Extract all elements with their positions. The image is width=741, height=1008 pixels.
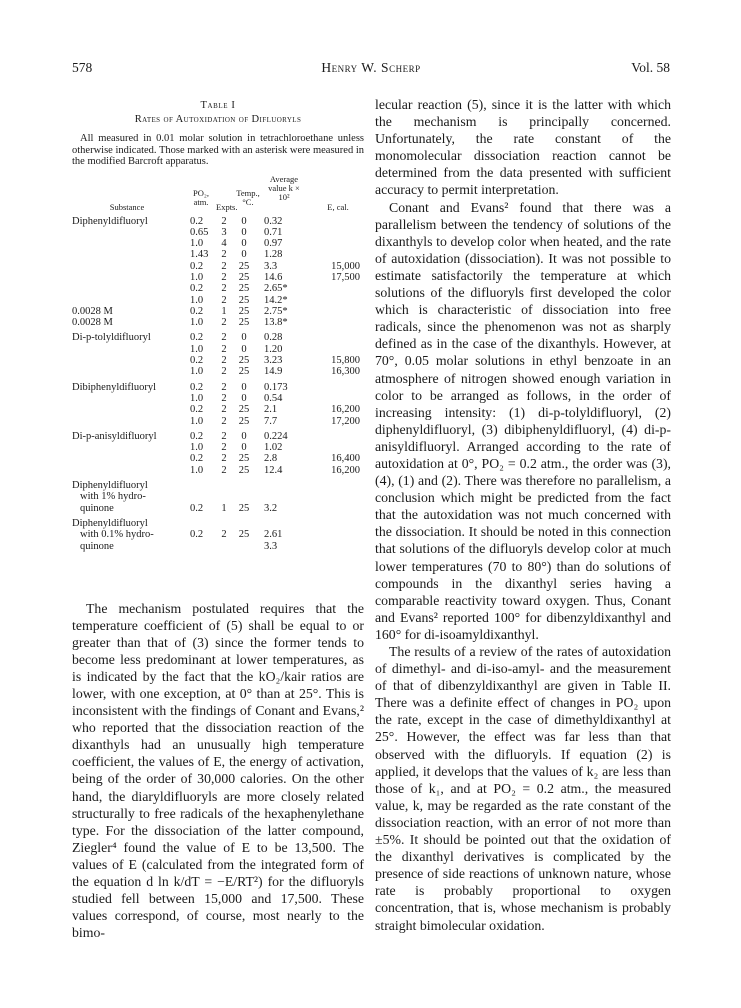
table-cell-k: 0.173 <box>264 381 288 393</box>
table-row <box>72 541 364 552</box>
table-cell-temp: 0 <box>241 392 247 404</box>
table-row <box>72 261 364 272</box>
table-cell-k: 2.75* <box>264 305 288 317</box>
table-cell-expts: 2 <box>221 317 227 329</box>
table-cell-k: 2.1 <box>264 404 278 416</box>
body-paragraph-left: The mechanism postulated requires that the temperature coefficient of (5) shall be equal to or greater than that of (3) since the former tends to become less predominant at lower temperatures, as is indicated by the fact that the kO₂/kair ratios are lower, with one exception, at 0° than at 25°. This is inconsistent with the findings of Conant and Evans,² who reported that the dissociation reaction of the dixanthyls had an unusually high temperature coefficient, the values of E, the energy of activation, being of the order of 30,000 calories. On the other hand, the diaryldifluoryls are more closely related structurally to free radicals of the hexaphenylethane type. For the dissociation of the latter compound, Ziegler⁴ found the value of E to be 13,500. The values of E (calculated from the integrated form of the equation d ln k/dT = −E/RT²) for the difluoryls studied fell between 15,000 and 17,500. These values correspond, of course, most nearly to the bimo- <box>72 600 364 941</box>
table-cell-expts: 2 <box>221 430 227 442</box>
table-cell-temp: 25 <box>238 529 250 541</box>
table-cell-substance: with 0.1% hydro- <box>80 529 154 541</box>
table-row <box>72 465 364 476</box>
table-cell-substance: quinone <box>80 502 114 514</box>
header-po2: PO₂, atm. <box>193 187 209 207</box>
table-cell-k: 0.32 <box>264 215 283 227</box>
table-cell-po2: 0.2 <box>190 529 204 541</box>
table-cell-k: 14.9 <box>264 366 283 378</box>
table-row <box>72 332 364 343</box>
table-cell-substance: quinone <box>80 540 114 552</box>
table-cell-po2: 0.2 <box>190 404 204 416</box>
table-cell-expts: 2 <box>221 215 227 227</box>
table-cell-temp: 0 <box>241 238 247 250</box>
table-row <box>72 404 364 415</box>
table-cell-substance: Diphenyldifluoryl <box>72 517 148 529</box>
table-cell-expts: 2 <box>221 415 227 427</box>
table-cell-temp: 25 <box>238 453 250 465</box>
volume-label: Vol. 58 <box>631 60 670 75</box>
table-cell-temp: 25 <box>238 305 250 317</box>
table-row <box>72 227 364 238</box>
table-row <box>72 344 364 355</box>
running-header <box>72 60 670 76</box>
header-substance: Substance <box>109 201 145 212</box>
table-cell-expts: 2 <box>221 260 227 272</box>
table-cell-temp: 25 <box>238 283 250 295</box>
table-row <box>72 453 364 464</box>
table-row <box>72 366 364 377</box>
table-row <box>72 317 364 328</box>
table-cell-substance: Diphenyldifluoryl <box>72 480 148 492</box>
table-cell-po2: 0.2 <box>190 502 204 514</box>
table-cell-k: 13.8* <box>264 317 288 329</box>
table-cell-temp: 0 <box>241 332 247 344</box>
table-cell-temp: 25 <box>238 415 250 427</box>
right-column <box>375 96 671 934</box>
table-cell-expts: 2 <box>221 381 227 393</box>
table-cell-temp: 25 <box>238 464 250 476</box>
table-row <box>72 249 364 260</box>
table-cell-expts: 2 <box>221 442 227 454</box>
table-cell-k: 2.65* <box>264 283 288 295</box>
table-row <box>72 355 364 366</box>
table-cell-energy: 15,800 <box>331 355 360 367</box>
table-row <box>72 283 364 294</box>
table-cell-po2: 0.65 <box>190 226 209 238</box>
table-cell-energy: 17,500 <box>331 271 360 283</box>
body-paragraph-continued: lecular reaction (5), since it is the latter with which the mechanism is principally concerned. Unfortunately, the rate constant of the monomolecular dissociation reaction cannot be determined from the data presented with sufficient accuracy to permit interpretation. <box>375 97 671 198</box>
table-cell-substance: 0.0028 M <box>72 317 113 329</box>
table-cell-energy: 15,000 <box>331 260 360 272</box>
table-cell-k: 1.28 <box>264 249 283 261</box>
table-cell-po2: 0.2 <box>190 430 204 442</box>
table-cell-substance: Di-p-tolyldifluoryl <box>72 332 151 344</box>
table-cell-energy: 16,200 <box>331 404 360 416</box>
running-author: Henry W. Scherp <box>321 60 421 75</box>
table-row <box>72 518 364 529</box>
table-cell-expts: 1 <box>221 502 227 514</box>
table-row <box>72 382 364 393</box>
left-column <box>72 96 364 941</box>
table-cell-po2: 0.2 <box>190 215 204 227</box>
table-cell-po2: 0.2 <box>190 260 204 272</box>
table-cell-expts: 2 <box>221 453 227 465</box>
header-energy: E, cal. <box>327 201 349 212</box>
table-cell-po2: 1.0 <box>190 366 204 378</box>
table-cell-k: 3.23 <box>264 355 283 367</box>
table-row <box>72 216 364 227</box>
table-cell-po2: 1.43 <box>190 249 209 261</box>
table-cell-po2: 1.0 <box>190 343 204 355</box>
table-cell-expts: 2 <box>221 355 227 367</box>
table-cell-substance: with 1% hydro- <box>80 491 146 503</box>
table-cell-po2: 1.0 <box>190 415 204 427</box>
page-number: 578 <box>72 60 93 75</box>
table-cell-k: 2.61 <box>264 529 283 541</box>
table-cell-expts: 2 <box>221 271 227 283</box>
table-cell-expts: 2 <box>221 464 227 476</box>
table-cell-po2: 1.0 <box>190 294 204 306</box>
table-row <box>72 416 364 427</box>
table-cell-temp: 0 <box>241 215 247 227</box>
table-cell-k: 7.7 <box>264 415 278 427</box>
table-cell-temp: 25 <box>238 366 250 378</box>
table-cell-expts: 2 <box>221 366 227 378</box>
table-cell-po2: 0.2 <box>190 305 204 317</box>
table-cell-expts: 2 <box>221 332 227 344</box>
table-row <box>72 503 364 514</box>
table-cell-k: 1.20 <box>264 343 283 355</box>
table-cell-energy: 16,300 <box>331 366 360 378</box>
table-row <box>72 295 364 306</box>
table-cell-k: 0.97 <box>264 238 283 250</box>
table-cell-expts: 2 <box>221 283 227 295</box>
table-cell-substance: 0.0028 M <box>72 305 113 317</box>
table-cell-temp: 25 <box>238 355 250 367</box>
header-kvalue: Average value k × 10² <box>268 173 300 202</box>
table-cell-k: 3.2 <box>264 502 278 514</box>
table-row <box>72 491 364 502</box>
table-cell-po2: 1.0 <box>190 392 204 404</box>
table-cell-substance: Di-p-anisyldifluoryl <box>72 430 157 442</box>
table-row <box>72 306 364 317</box>
table-cell-expts: 2 <box>221 249 227 261</box>
table-cell-temp: 25 <box>238 260 250 272</box>
table-cell-temp: 0 <box>241 430 247 442</box>
table-cell-k: 0.28 <box>264 332 283 344</box>
table-row <box>72 431 364 442</box>
data-table <box>72 172 364 600</box>
header-temp: Temp., °C. <box>236 187 260 207</box>
table-cell-k: 2.8 <box>264 453 278 465</box>
table-row <box>72 272 364 283</box>
table-cell-k: 14.6 <box>264 271 283 283</box>
table-title: Rates of Autoxidation of Difluoryls <box>134 114 302 125</box>
table-cell-expts: 2 <box>221 343 227 355</box>
table-cell-expts: 2 <box>221 529 227 541</box>
table-cell-k: 0.71 <box>264 226 283 238</box>
table-row <box>72 442 364 453</box>
table-cell-po2: 0.2 <box>190 355 204 367</box>
table-cell-po2: 0.2 <box>190 332 204 344</box>
table-cell-substance: Diphenyldifluoryl <box>72 215 148 227</box>
table-cell-po2: 1.0 <box>190 238 204 250</box>
table-header <box>72 172 364 212</box>
table-cell-temp: 0 <box>241 249 247 261</box>
table-cell-po2: 1.0 <box>190 442 204 454</box>
table-cell-expts: 1 <box>221 305 227 317</box>
table-cell-energy: 16,400 <box>331 453 360 465</box>
table-cell-k: 1.02 <box>264 442 283 454</box>
table-cell-energy: 16,200 <box>331 464 360 476</box>
table-cell-k: 3.3 <box>264 540 278 552</box>
body-paragraph-conant-evans: Conant and Evans² found that there was a parallelism between the tendency of solutions of the dixanthyls to develop color when heated, and the rate of autoxidation (dissociation). It was not possible to estimate satisfactorily the temperature at which solutions of the difluoryls first developed the color which is characteristic of dissociation into free radicals, since the phenomenon was not as sharply defined as in the case of the dixanthyls. However, at 70°, 0.05 molar solutions in ethyl benzoate in an atmosphere of nitrogen showed enough variation in color to be arranged as follows, in the order of increasing intensity: (1) di-p-tolyldifluoryl, (2) diphenyldifluoryl, (3) dibiphenyldifluoryl, (4) di-p-anisyldifluoryl. Arranged according to the rate of autoxidation at 0°, PO₂ = 0.2 atm., the order was (3), (4), (1) and (2). There was therefore no parallelism, a conclusion which might be predicted from the fact that the autoxidation was not much concerned with the dissociation. It should be noted in this connection that solutions of the difluoryls develop color at much lower temperatures (70 to 80°) than do solutions of compounds in the dixanthyl series having a comparable reactivity toward oxygen. Thus, Conant and Evans² reported 100° for dibenzyldixanthyl and 160° for di-isoamyldixanthyl. <box>375 199 671 642</box>
table-cell-po2: 0.2 <box>190 453 204 465</box>
table-cell-po2: 1.0 <box>190 271 204 283</box>
table-cell-temp: 0 <box>241 381 247 393</box>
table-cell-expts: 3 <box>221 226 227 238</box>
table-cell-k: 12.4 <box>264 464 283 476</box>
table-body <box>72 216 364 552</box>
header-expts: Expts. <box>216 201 238 212</box>
table-cell-temp: 0 <box>241 442 247 454</box>
table-row <box>72 480 364 491</box>
table-row <box>72 529 364 540</box>
table-cell-k: 14.2* <box>264 294 288 306</box>
table-cell-expts: 2 <box>221 404 227 416</box>
table-label: Table I <box>200 100 236 111</box>
table-row <box>72 393 364 404</box>
table-cell-temp: 25 <box>238 502 250 514</box>
table-cell-temp: 25 <box>238 294 250 306</box>
table-cell-k: 3.3 <box>264 260 278 272</box>
table-cell-po2: 1.0 <box>190 317 204 329</box>
table-cell-k: 0.224 <box>264 430 288 442</box>
table-cell-expts: 4 <box>221 238 227 250</box>
table-cell-expts: 2 <box>221 392 227 404</box>
table-cell-po2: 0.2 <box>190 381 204 393</box>
table-cell-po2: 0.2 <box>190 283 204 295</box>
table-note: All measured in 0.01 molar solution in tetrachloroethane unless otherwise indicated. Those marked with an asterisk were measured in the modified Barcroft apparatus. <box>72 133 364 167</box>
table-cell-temp: 25 <box>238 317 250 329</box>
table-cell-temp: 25 <box>238 404 250 416</box>
table-cell-temp: 0 <box>241 226 247 238</box>
body-paragraph-review: The results of a review of the rates of autoxidation of dimethyl- and di-iso-amyl- and the measurement of that of dibenzyldixanthyl are given in Table II. There was a definite effect of changes in PO₂ upon the rate, except in the case of dimethyldixanthyl at 25°. However, the effect was far less than that observed with the difluoryls. If equation (2) is applied, it develops that the values of k₂ are less than those of k₁, and at PO₂ = 0.2 atm., the measured value, k, may be regarded as the rate constant of the dissociation reaction, with an error of not more than ±5%. It should be pointed out that the oxidation of the dixanthyl derivatives is complicated by the presence of side reactions of unknown nature, whose rate is probably proportional to oxygen concentration, that is, whose mechanism is probably straight bimolecular oxidation. <box>375 644 671 933</box>
table-cell-energy: 17,200 <box>331 415 360 427</box>
table-cell-expts: 2 <box>221 294 227 306</box>
table-cell-po2: 1.0 <box>190 464 204 476</box>
table-cell-substance: Dibiphenyldifluoryl <box>72 381 156 393</box>
table-cell-k: 0.54 <box>264 392 283 404</box>
table-row <box>72 238 364 249</box>
table-cell-temp: 25 <box>238 271 250 283</box>
table-cell-temp: 0 <box>241 343 247 355</box>
